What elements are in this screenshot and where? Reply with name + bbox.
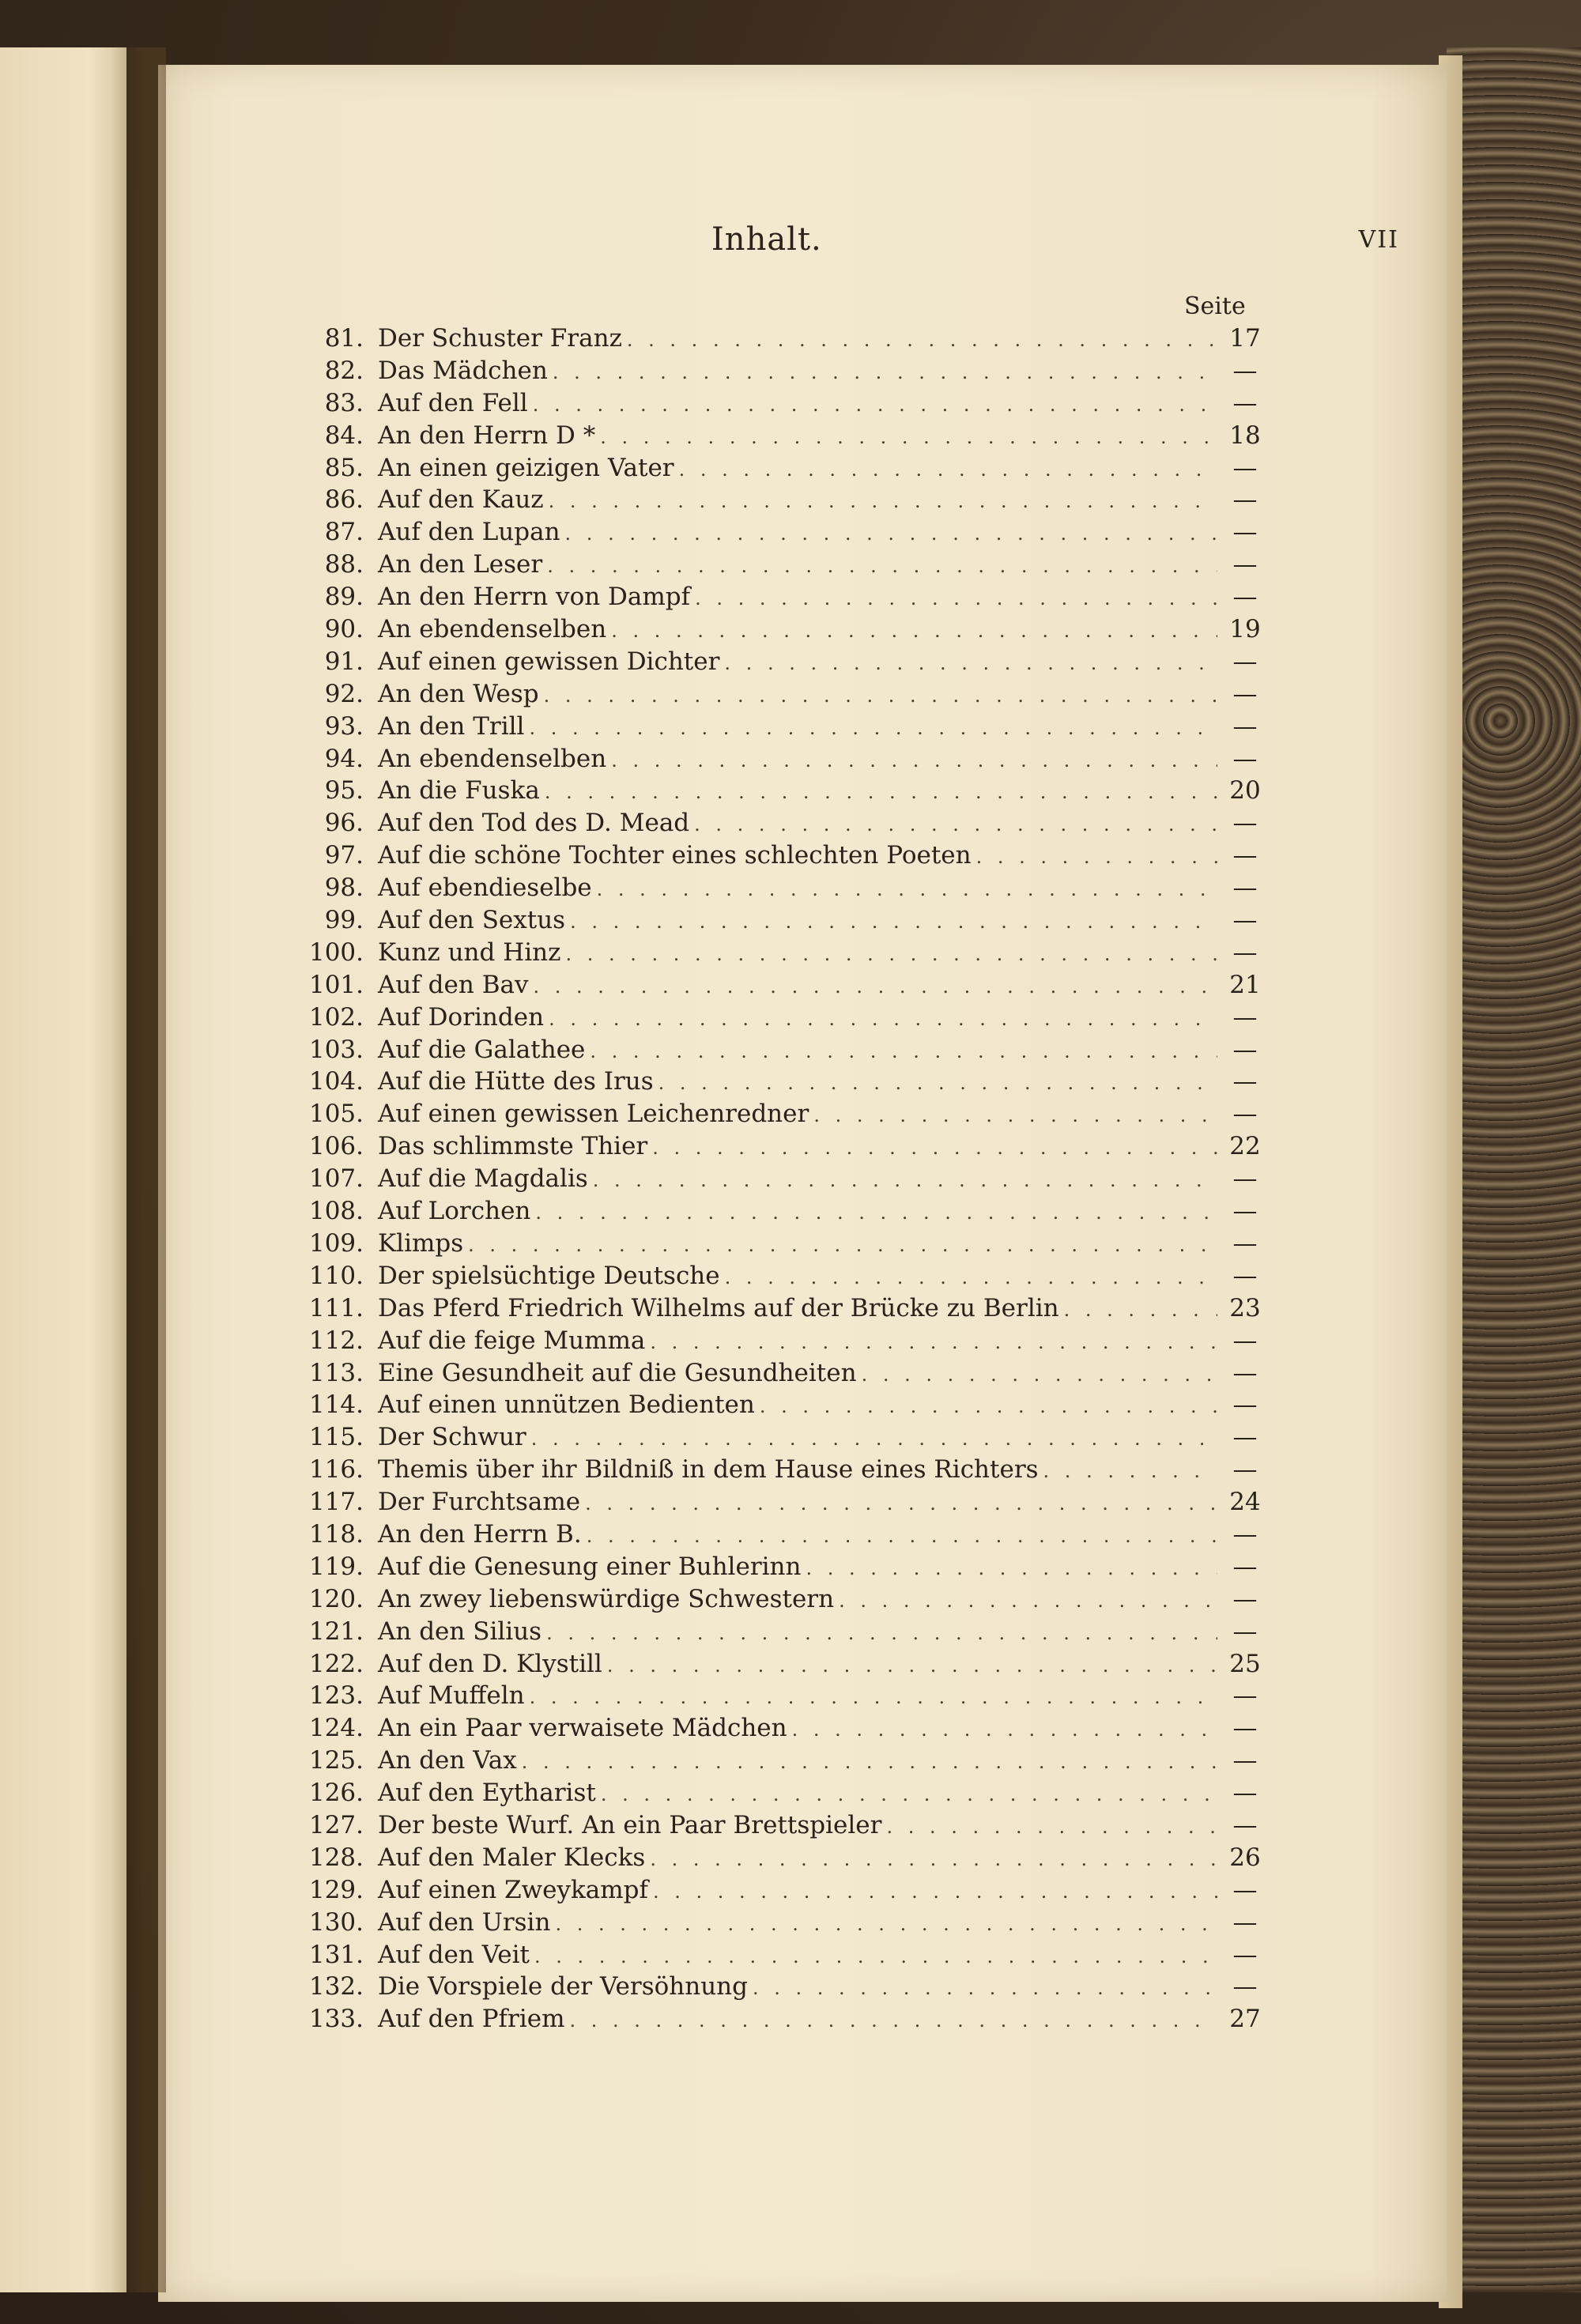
toc-entry (285, 1132, 1273, 1164)
toc-entry-page: — (1232, 453, 1258, 482)
toc-leader-dots (547, 555, 1217, 577)
toc-entry (285, 1423, 1273, 1455)
toc-entry-page: — (1232, 1972, 1258, 2001)
toc-entry-number: 127. (308, 1810, 364, 1839)
toc-entry-page: — (1232, 1584, 1258, 1613)
toc-entry-number: 101. (308, 970, 364, 999)
toc-entry (285, 1746, 1273, 1779)
toc-leader-dots (607, 1654, 1217, 1677)
toc-leader-dots (549, 1008, 1217, 1030)
toc-entry-title: Auf Lorchen (378, 1197, 531, 1226)
toc-entry-page: — (1232, 1228, 1258, 1258)
toc-entry-title: Auf einen unnützen Bedienten (378, 1390, 755, 1420)
toc-entry-title: Auf Muffeln (378, 1681, 525, 1711)
toc-entry-number: 91. (324, 647, 364, 676)
toc-entry-page: 20 (1229, 776, 1261, 805)
toc-entry-page: — (1232, 1617, 1258, 1646)
toc-entry (285, 1100, 1273, 1132)
toc-entry-number: 92. (324, 679, 364, 708)
toc-entry (285, 485, 1273, 518)
toc-entry-title: Eine Gesundheit auf die Gesundheiten (378, 1358, 857, 1387)
toc-entry-page: — (1232, 1875, 1258, 1904)
toc-leader-dots (976, 846, 1217, 868)
toc-entry (285, 454, 1273, 486)
toc-entry (285, 938, 1273, 971)
toc-entry-title: Die Vorspiele der Versöhnung (378, 1972, 748, 2001)
toc-entry-number: 93. (324, 711, 364, 741)
toc-entry-page: — (1232, 873, 1258, 903)
toc-entry-page: — (1232, 1100, 1258, 1129)
page-title: Inhalt. (711, 221, 822, 258)
toc-entry (285, 873, 1273, 906)
toc-entry-number: 122. (308, 1649, 364, 1678)
toc-leader-dots (679, 458, 1217, 481)
toc-entry-page: — (1232, 711, 1258, 741)
toc-entry-page: — (1232, 679, 1258, 708)
toc-entry-title: An ebendenselben (378, 615, 607, 644)
toc-entry-number: 108. (308, 1197, 364, 1226)
toc-entry (285, 712, 1273, 745)
toc-entry-number: 82. (324, 356, 364, 385)
toc-entry-number: 128. (308, 1843, 364, 1872)
toc-entry-page: — (1232, 1455, 1258, 1485)
toc-entry (285, 615, 1273, 647)
toc-leader-dots (601, 1783, 1217, 1805)
toc-entry-title: Auf einen gewissen Leichenredner (378, 1100, 809, 1129)
toc-entry (285, 745, 1273, 777)
toc-leader-dots (555, 1913, 1217, 1935)
toc-entry (285, 1779, 1273, 1811)
toc-entry (285, 1908, 1273, 1941)
toc-entry-title: Der Schuster Franz (378, 324, 622, 353)
toc-entry-page: — (1232, 1907, 1258, 1937)
toc-entry (285, 550, 1273, 583)
toc-entry-page: — (1232, 518, 1258, 547)
toc-entry-title: An den Leser (378, 550, 543, 579)
toc-entry-number: 102. (308, 1002, 364, 1032)
toc-entry-page: — (1232, 1035, 1258, 1064)
toc-entry-title: An den Herrn B. (378, 1519, 582, 1549)
toc-leader-dots (650, 1848, 1217, 1870)
toc-entry (285, 583, 1273, 615)
toc-entry-number: 115. (308, 1423, 364, 1452)
toc-entry-page: — (1232, 1810, 1258, 1839)
toc-entry-page: 25 (1229, 1649, 1261, 1678)
toc-entry-page: — (1232, 485, 1258, 515)
toc-entry-title: An zwey liebenswürdige Schwestern (378, 1584, 835, 1613)
toc-entry-number: 90. (324, 615, 364, 644)
toc-entry-number: 118. (308, 1519, 364, 1549)
toc-entry-number: 85. (324, 453, 364, 482)
toc-entry (285, 324, 1273, 357)
toc-entry-title: Auf den Maler Klecks (378, 1843, 646, 1872)
toc-entry-title: An den Silius (378, 1617, 542, 1646)
toc-leader-dots (1064, 1299, 1217, 1321)
toc-leader-dots (590, 1040, 1217, 1062)
toc-entry-title: Auf einen gewissen Dichter (378, 647, 720, 676)
toc-leader-dots (695, 587, 1217, 609)
toc-entry (285, 1067, 1273, 1100)
toc-entry-number: 86. (324, 485, 364, 515)
toc-leader-dots (522, 1751, 1217, 1773)
toc-entry-title: Auf die Genesung einer Buhlerinn (378, 1552, 802, 1581)
toc-entry-page: 17 (1229, 324, 1261, 353)
toc-entry (285, 906, 1273, 938)
toc-entry-title: Auf den Pfriem (378, 2005, 565, 2034)
toc-entry (285, 841, 1273, 873)
toc-entry-page: — (1232, 938, 1258, 967)
toc-entry-page: — (1232, 647, 1258, 676)
toc-entry-page: — (1232, 841, 1258, 870)
toc-entry (285, 1036, 1273, 1068)
toc-entry (285, 1359, 1273, 1391)
toc-entry-number: 126. (308, 1779, 364, 1808)
toc-entry-number: 113. (308, 1358, 364, 1387)
toc-entry-page: 21 (1229, 970, 1261, 999)
toc-entry-page: — (1232, 1164, 1258, 1194)
toc-leader-dots (653, 1881, 1217, 1903)
toc-entry-page: — (1232, 583, 1258, 612)
toc-entry-title: An einen geizigen Vater (378, 453, 674, 482)
toc-entry-number: 107. (308, 1164, 364, 1194)
toc-entry-number: 105. (308, 1100, 364, 1129)
toc-entry (285, 389, 1273, 421)
toc-entry-title: Auf den Kauz (378, 485, 544, 515)
toc-entry-page: — (1232, 388, 1258, 417)
toc-entry-title: Auf den Veit (378, 1940, 530, 1969)
toc-entry-number: 129. (308, 1875, 364, 1904)
toc-entry-number: 97. (324, 841, 364, 870)
toc-entry-number: 124. (308, 1714, 364, 1743)
toc-entry (285, 1714, 1273, 1746)
toc-entry-page: — (1232, 1326, 1258, 1355)
toc-entry-number: 94. (324, 744, 364, 773)
toc-entry-title: Auf den Sextus (378, 906, 566, 935)
toc-leader-dots (530, 1686, 1217, 1708)
toc-entry-page: — (1232, 1681, 1258, 1711)
toc-entry-page: 26 (1229, 1843, 1261, 1872)
toc-leader-dots (753, 1977, 1217, 1999)
toc-entry-title: Der spielsüchtige Deutsche (378, 1261, 720, 1290)
toc-entry-title: Auf den Fell (378, 388, 528, 417)
toc-leader-dots (546, 1622, 1217, 1644)
toc-entry-page: — (1232, 744, 1258, 773)
toc-leader-dots (544, 685, 1217, 707)
toc-entry-number: 99. (324, 906, 364, 935)
toc-entry-number: 112. (308, 1326, 364, 1355)
toc-entry-number: 100. (308, 938, 364, 967)
toc-entry (285, 1520, 1273, 1552)
toc-entry (285, 1326, 1273, 1359)
toc-entry-number: 98. (324, 873, 364, 903)
toc-entry-page: — (1232, 1358, 1258, 1387)
toc-entry-title: Auf ebendieselbe (378, 873, 592, 903)
toc-leader-dots (760, 1395, 1217, 1417)
toc-leader-dots (600, 426, 1217, 448)
toc-entry-title: Der Schwur (378, 1423, 526, 1452)
toc-leader-dots (886, 1816, 1217, 1838)
gutter-shadow (111, 47, 166, 2292)
toc-leader-dots (813, 1104, 1217, 1126)
toc-entry (285, 1681, 1273, 1714)
toc-entry (285, 1650, 1273, 1682)
toc-entry-page: — (1232, 550, 1258, 579)
toc-leader-dots (611, 749, 1217, 772)
toc-entry-title: An ebendenselben (378, 744, 607, 773)
toc-entry-number: 83. (324, 388, 364, 417)
toc-entry (285, 1811, 1273, 1843)
toc-entry-title: Das schlimmste Thier (378, 1132, 648, 1161)
toc-entry-page: 24 (1229, 1488, 1261, 1517)
toc-leader-dots (565, 523, 1217, 545)
toc-entry-number: 87. (324, 518, 364, 547)
toc-leader-dots (533, 394, 1217, 416)
toc-entry-number: 88. (324, 550, 364, 579)
toc-entry-number: 110. (308, 1261, 364, 1290)
toc-entry-title: Auf Dorinden (378, 1002, 545, 1032)
toc-entry-page: — (1232, 1197, 1258, 1226)
toc-leader-dots (565, 943, 1217, 965)
toc-entry-page: — (1232, 1067, 1258, 1096)
toc-entry-page: — (1232, 1261, 1258, 1290)
left-page (0, 47, 126, 2292)
toc-leader-dots (597, 878, 1217, 900)
toc-entry-title: Auf den Eytharist (378, 1779, 596, 1808)
toc-entry-number: 125. (308, 1746, 364, 1775)
toc-leader-dots (534, 1945, 1217, 1967)
toc-leader-dots (549, 490, 1217, 512)
toc-leader-dots (529, 717, 1217, 739)
toc-entry (285, 1585, 1273, 1617)
toc-entry-number: 109. (308, 1228, 364, 1258)
marbled-edge (1447, 47, 1581, 2292)
toc-entry-title: Auf die Hütte des Irus (378, 1067, 654, 1096)
toc-entry (285, 1003, 1273, 1036)
toc-entry (285, 1164, 1273, 1197)
toc-entry-title: Auf die schöne Tochter eines schlechten Poeten (378, 841, 972, 870)
toc-entry-number: 116. (308, 1455, 364, 1485)
toc-entry-number: 111. (308, 1293, 364, 1322)
toc-entry-number: 131. (308, 1940, 364, 1969)
toc-leader-dots (862, 1364, 1217, 1386)
table-of-contents (285, 324, 1273, 2037)
toc-leader-dots (652, 1137, 1217, 1159)
toc-leader-dots (585, 1492, 1217, 1515)
toc-entry-page: — (1232, 1390, 1258, 1420)
toc-entry-title: An den Wesp (378, 679, 539, 708)
page-header (158, 221, 1447, 269)
toc-entry-number: 81. (324, 324, 364, 353)
toc-entry-page: — (1232, 1779, 1258, 1808)
toc-entry (285, 1876, 1273, 1908)
toc-entry-title: Das Mädchen (378, 356, 548, 385)
toc-entry (285, 1972, 1273, 2005)
toc-entry-page: 18 (1229, 421, 1261, 450)
toc-entry-title: An die Fuska (378, 776, 540, 805)
toc-entry (285, 357, 1273, 389)
toc-entry (285, 518, 1273, 550)
toc-leader-dots (531, 1428, 1217, 1450)
toc-entry-page: — (1232, 1940, 1258, 1969)
toc-leader-dots (553, 361, 1217, 383)
toc-entry-page: — (1232, 1714, 1258, 1743)
toc-entry-number: 117. (308, 1488, 364, 1517)
toc-entry-title: An den Herrn von Dampf (378, 583, 691, 612)
toc-entry-page: 27 (1229, 2005, 1261, 2034)
toc-leader-dots (570, 911, 1217, 933)
toc-entry-page: 22 (1229, 1132, 1261, 1161)
toc-entry (285, 1488, 1273, 1520)
toc-entry (285, 776, 1273, 809)
toc-entry-page: — (1232, 1552, 1258, 1581)
toc-entry (285, 421, 1273, 454)
toc-leader-dots (694, 813, 1217, 836)
toc-entry (285, 971, 1273, 1003)
toc-entry-title: Auf die feige Mumma (378, 1326, 646, 1355)
toc-entry (285, 1455, 1273, 1488)
toc-entry (285, 1294, 1273, 1326)
toc-entry-title: Der beste Wurf. An ein Paar Brettspieler (378, 1810, 882, 1839)
toc-entry-number: 89. (324, 583, 364, 612)
toc-entry-number: 114. (308, 1390, 364, 1420)
toc-leader-dots (792, 1718, 1217, 1741)
toc-leader-dots (627, 329, 1217, 351)
toc-entry-number: 132. (308, 1972, 364, 2001)
toc-entry-number: 121. (308, 1617, 364, 1646)
toc-leader-dots (545, 781, 1217, 803)
toc-entry-title: An ein Paar verwaisete Mädchen (378, 1714, 787, 1743)
toc-entry-number: 84. (324, 421, 364, 450)
toc-entry (285, 680, 1273, 712)
toc-leader-dots (1043, 1460, 1217, 1482)
page-number: VII (1358, 226, 1399, 254)
toc-leader-dots (611, 620, 1217, 642)
toc-entry (285, 1197, 1273, 1229)
toc-entry-title: An den Trill (378, 711, 525, 741)
toc-entry-number: 96. (324, 809, 364, 838)
toc-entry-page: — (1232, 1423, 1258, 1452)
toc-entry-title: Auf den Lupan (378, 518, 560, 547)
toc-leader-dots (725, 1266, 1217, 1288)
toc-entry-number: 106. (308, 1132, 364, 1161)
toc-entry-page: 23 (1229, 1293, 1261, 1322)
toc-entry-number: 120. (308, 1584, 364, 1613)
toc-entry (285, 1617, 1273, 1650)
toc-entry-page: — (1232, 1002, 1258, 1032)
toc-entry-title: Auf den Tod des D. Mead (378, 809, 690, 838)
toc-leader-dots (533, 975, 1217, 998)
toc-entry (285, 1843, 1273, 1876)
toc-entry-page: — (1232, 906, 1258, 935)
toc-leader-dots (587, 1525, 1217, 1547)
toc-entry-number: 133. (308, 2005, 364, 2034)
toc-entry-title: Auf die Magdalis (378, 1164, 588, 1194)
toc-entry-title: Kunz und Hinz (378, 938, 561, 967)
toc-entry-title: Auf den D. Klystill (378, 1649, 602, 1678)
toc-entry (285, 647, 1273, 680)
toc-entry-number: 103. (308, 1035, 364, 1064)
toc-entry-title: An den Herrn D * (378, 421, 596, 450)
toc-entry-title: Das Pferd Friedrich Wilhelms auf der Brücke zu Berlin (378, 1293, 1059, 1322)
toc-entry-number: 104. (308, 1067, 364, 1096)
toc-leader-dots (650, 1331, 1217, 1353)
toc-leader-dots (468, 1234, 1217, 1256)
toc-leader-dots (839, 1590, 1217, 1612)
toc-entry-title: Der Furchtsame (378, 1488, 581, 1517)
toc-leader-dots (593, 1169, 1217, 1191)
toc-entry-title: Auf einen Zweykampf (378, 1875, 648, 1904)
seite-column-label: Seite (1184, 292, 1246, 320)
toc-entry-page: 19 (1229, 615, 1261, 644)
toc-entry-number: 95. (324, 776, 364, 805)
toc-entry (285, 1262, 1273, 1294)
toc-entry-number: 123. (308, 1681, 364, 1711)
toc-leader-dots (806, 1557, 1217, 1579)
toc-entry-title: Auf die Galathee (378, 1035, 586, 1064)
toc-entry-page: — (1232, 809, 1258, 838)
toc-entry-title: An den Vax (378, 1746, 517, 1775)
toc-leader-dots (724, 652, 1217, 674)
toc-entry-title: Auf den Ursin (378, 1907, 551, 1937)
toc-entry (285, 2005, 1273, 2037)
toc-entry (285, 1229, 1273, 1262)
toc-entry (285, 809, 1273, 841)
toc-entry (285, 1390, 1273, 1423)
toc-entry-page: — (1232, 1519, 1258, 1549)
toc-entry-number: 130. (308, 1907, 364, 1937)
toc-entry-title: Auf den Bav (378, 970, 529, 999)
toc-entry-page: — (1232, 1746, 1258, 1775)
toc-entry-page: — (1232, 356, 1258, 385)
toc-entry (285, 1552, 1273, 1585)
toc-entry-title: Themis über ihr Bildniß in dem Hause eines Richters (378, 1455, 1039, 1485)
toc-leader-dots (658, 1072, 1217, 1094)
toc-leader-dots (570, 2009, 1218, 2032)
toc-entry-title: Klimps (378, 1228, 464, 1258)
toc-leader-dots (535, 1202, 1217, 1224)
toc-entry-number: 119. (308, 1552, 364, 1581)
toc-entry (285, 1941, 1273, 1973)
